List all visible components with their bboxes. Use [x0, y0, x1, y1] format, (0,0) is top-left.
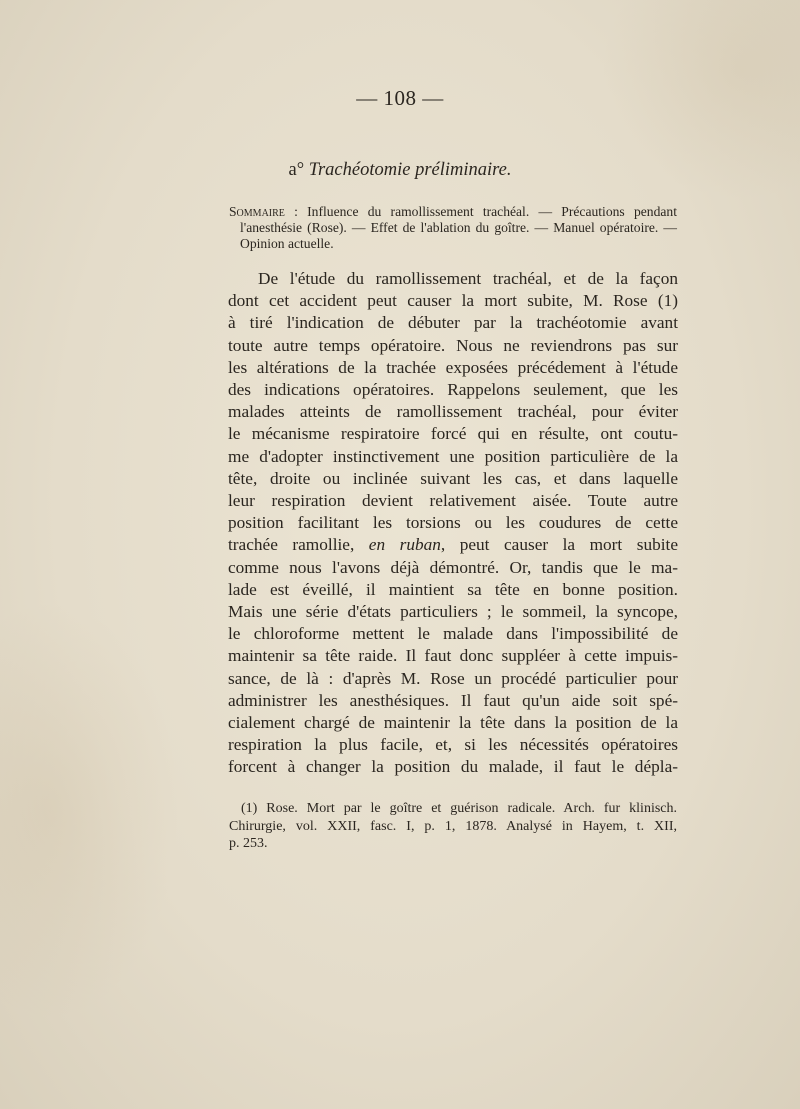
body-line: malades atteints de ramollissement trachéal, pour éviter: [228, 402, 678, 422]
body-line: administrer les anesthésiques. Il faut qu'un aide soit spé-: [228, 690, 678, 710]
body-line: lade est éveillé, il maintient sa tête en bonne position.: [228, 579, 678, 599]
summary-line: Opinion actuelle.: [240, 236, 334, 251]
summary-label: Sommaire: [229, 204, 285, 219]
footnote-line: p. 253.: [229, 836, 268, 852]
summary-line-text: : Influence du ramollissement trachéal. — Précautions pendant: [284, 204, 677, 219]
body-line: [228, 534, 678, 556]
body-line: maintenir sa tête raide. Il faut donc suppléer à cette impuis-: [228, 646, 678, 666]
body-line: le mécanisme respiratoire forcé qui en résulte, ont coutu-: [228, 424, 678, 444]
body-line: tête, droite ou inclinée suivant les cas, et dans laquelle: [228, 468, 678, 488]
body-line: respiration la plus facile, et, si les nécessités opératoires: [228, 735, 678, 755]
body-line: à tiré l'indication de débuter par la trachéotomie avant: [228, 313, 678, 333]
body-line: sance, de là : d'après M. Rose un procédé particulier pour: [228, 668, 678, 688]
body-line: toute autre temps opératoire. Nous ne reviendrons pas sur: [228, 335, 678, 355]
body-line: les altérations de la trachée exposées précédement à l'étude: [228, 357, 678, 377]
body-line: De l'étude du ramollissement trachéal, et de la façon: [258, 269, 678, 288]
section-marker: a°: [288, 160, 305, 180]
body-line: Mais une série d'états particuliers ; le sommeil, la syncope,: [228, 602, 678, 622]
body-line-text: , peut causer la mort subite: [440, 535, 679, 555]
summary-line: [229, 204, 677, 220]
section-title-text: Trachéotomie préliminaire.: [308, 160, 512, 180]
body-line: forcent à changer la position du malade, il faut le dépla-: [228, 757, 678, 777]
body-line: comme nous l'avons déjà démontré. Or, tandis que le ma-: [228, 557, 678, 577]
body-line: dont cet accident peut causer la mort subite, M. Rose (1): [228, 291, 678, 311]
body-line: position facilitant les torsions ou les coudures de cette: [228, 513, 678, 533]
footnote-block: [229, 800, 677, 853]
summary-line: l'anesthésie (Rose). — Effet de l'ablation du goître. — Manuel opératoire. —: [240, 220, 677, 235]
footnote-line: Chirurgie, vol. XXII, fasc. I, p. 1, 1878. Analysé in Hayem, t. XII,: [229, 818, 677, 834]
summary-block: [229, 204, 677, 252]
body-line: cialement chargé de maintenir la tête dans la position de la: [228, 713, 678, 733]
paper-stain: [0, 600, 180, 1020]
body-line: des indications opératoires. Rappelons seulement, que les: [228, 380, 678, 400]
body-line: le chloroforme mettent le malade dans l'impossibilité de: [228, 624, 678, 644]
body-line-text: trachée ramollie,: [228, 535, 369, 555]
section-title: [0, 160, 800, 181]
body-text: [228, 268, 678, 779]
body-line: leur respiration devient relativement aisée. Toute autre: [228, 491, 678, 511]
body-line: me d'adopter instinctivement une position particulière de la: [228, 446, 678, 466]
emphasis-text: en ruban: [368, 535, 441, 555]
page-number: — 108 —: [356, 86, 444, 110]
footnote-line: (1) Rose. Mort par le goître et guérison radicale. Arch. fur klinisch.: [241, 801, 677, 816]
